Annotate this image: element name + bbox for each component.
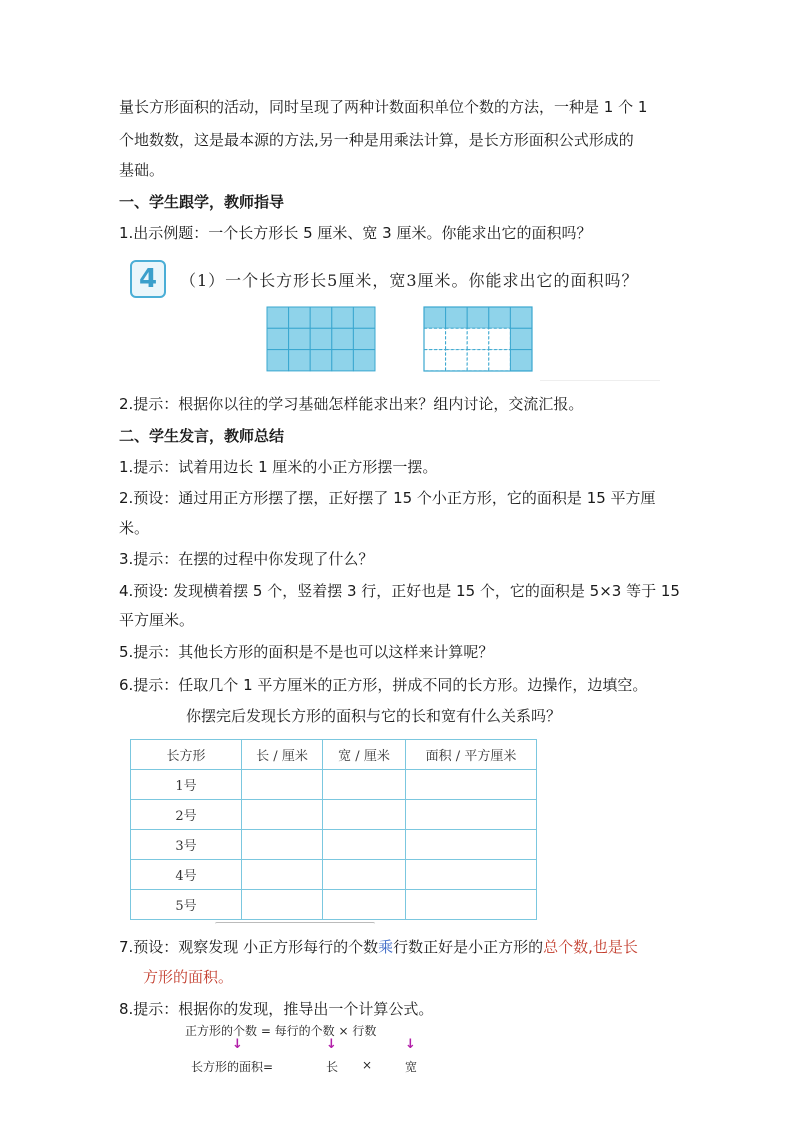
down-arrow-icon: ↓ — [326, 1037, 337, 1052]
example-number-badge: 4 — [130, 260, 166, 298]
section-2-item-6: 6.提示：任取几个 1 平方厘米的正方形，拼成不同的长方形。边操作，边填空。 — [119, 676, 648, 694]
section-2-item-3: 3.提示：在摆的过程中你发现了什么？ — [119, 550, 374, 568]
intro-line-2: 个地数数，这是最本源的方法,另一种是用乘法计算，是长方形面积公式形成的 — [119, 131, 634, 149]
section-2-item-4: 4.预设: 发现横着摆 5 个，竖着摆 3 行，正好也是 15 个，它的面积是 5×3 等于 15 — [119, 582, 680, 600]
table-header-cell: 长 / 厘米 — [242, 740, 323, 770]
table-row-label: 1号 — [131, 770, 242, 800]
formula-length: 长 — [326, 1060, 339, 1074]
table-header-cell: 面积 / 平方厘米 — [406, 740, 537, 770]
rectangle-grid-full — [266, 306, 376, 372]
item-8: 8.提示：根据你的发现，推导出一个计算公式。 — [119, 1000, 434, 1018]
table-row-label: 3号 — [131, 830, 242, 860]
table-shadow-line — [215, 922, 375, 926]
down-arrow-icon: ↓ — [232, 1037, 243, 1052]
table-cell[interactable] — [406, 770, 537, 800]
formula-bottom-label: 长方形的面积= — [191, 1060, 274, 1074]
record-table — [130, 739, 537, 920]
grid-cells-partial — [424, 307, 532, 371]
section-2-title: 二、学生发言，教师总结 — [119, 427, 285, 445]
table-cell[interactable] — [242, 800, 323, 830]
table-cell[interactable] — [406, 800, 537, 830]
section-1-item-2: 2.提示：根据你以往的学习基础怎样能求出来？组内讨论，交流汇报。 — [119, 395, 584, 413]
section-1-item-1: 1.出示例题：一个长方形长 5 厘米、宽 3 厘米。你能求出它的面积吗？ — [119, 224, 592, 242]
table-cell[interactable] — [242, 890, 323, 920]
item-7 — [119, 937, 638, 957]
table-row-label: 2号 — [131, 800, 242, 830]
table-cell[interactable] — [323, 860, 406, 890]
table-row-label: 4号 — [131, 860, 242, 890]
section-1-title: 一、学生跟学，教师指导 — [119, 193, 285, 211]
section-2-item-2: 2.预设：通过用正方形摆了摆，正好摆了 15 个小正方形，它的面积是 15 平方厘 — [119, 489, 656, 507]
down-arrow-icon: ↓ — [405, 1037, 416, 1052]
table-row — [131, 770, 537, 800]
example-question: （1）一个长方形长5厘米，宽3厘米。你能求出它的面积吗？ — [180, 271, 639, 290]
item-7-text-1: 7.预设：观察发现 小正方形每行的个数 — [119, 938, 379, 956]
table-cell[interactable] — [323, 800, 406, 830]
table-cell[interactable] — [406, 860, 537, 890]
divider — [540, 380, 660, 381]
table-cell[interactable] — [323, 770, 406, 800]
table-header-cell: 宽 / 厘米 — [323, 740, 406, 770]
rectangle-grid-partial — [423, 306, 533, 372]
table-cell[interactable] — [242, 830, 323, 860]
intro-line-3: 基础。 — [119, 161, 165, 179]
table-header-row — [131, 740, 537, 770]
section-2-item-5: 5.提示：其他长方形的面积是不是也可以这样来计算呢？ — [119, 643, 494, 661]
formula-times: × — [362, 1058, 373, 1072]
item-7-text-2: 行数正好是小正方形的 — [393, 938, 544, 956]
grid-cells-full — [267, 307, 375, 371]
table-cell[interactable] — [406, 830, 537, 860]
section-2-item-1: 1.提示：试着用边长 1 厘米的小正方形摆一摆。 — [119, 458, 438, 476]
table-cell[interactable] — [406, 890, 537, 920]
table-cell[interactable] — [323, 890, 406, 920]
table-row — [131, 860, 537, 890]
table-cell[interactable] — [242, 860, 323, 890]
item-7-cont: 方形的面积。 — [143, 968, 234, 986]
intro-line-1: 量长方形面积的活动，同时呈现了两种计数面积单位个数的方法，一种是 1 个 1 — [119, 98, 648, 116]
table-header-cell: 长方形 — [131, 740, 242, 770]
table-row — [131, 800, 537, 830]
section-2-item-6-question: 你摆完后发现长方形的面积与它的长和宽有什么关系吗？ — [186, 707, 562, 725]
table-row-label: 5号 — [131, 890, 242, 920]
item-7-highlight-total: 总个数,也是长 — [543, 938, 638, 956]
section-2-item-4-cont: 平方厘米。 — [119, 611, 195, 629]
table-cell[interactable] — [323, 830, 406, 860]
formula-width: 宽 — [405, 1060, 418, 1074]
table-row — [131, 830, 537, 860]
formula-top-line: 正方形的个数 = 每行的个数 × 行数 — [185, 1024, 377, 1038]
table-row — [131, 890, 537, 920]
item-7-highlight-multiply: 乘 — [378, 938, 394, 956]
table-cell[interactable] — [242, 770, 323, 800]
section-2-item-2-cont: 米。 — [119, 519, 150, 537]
